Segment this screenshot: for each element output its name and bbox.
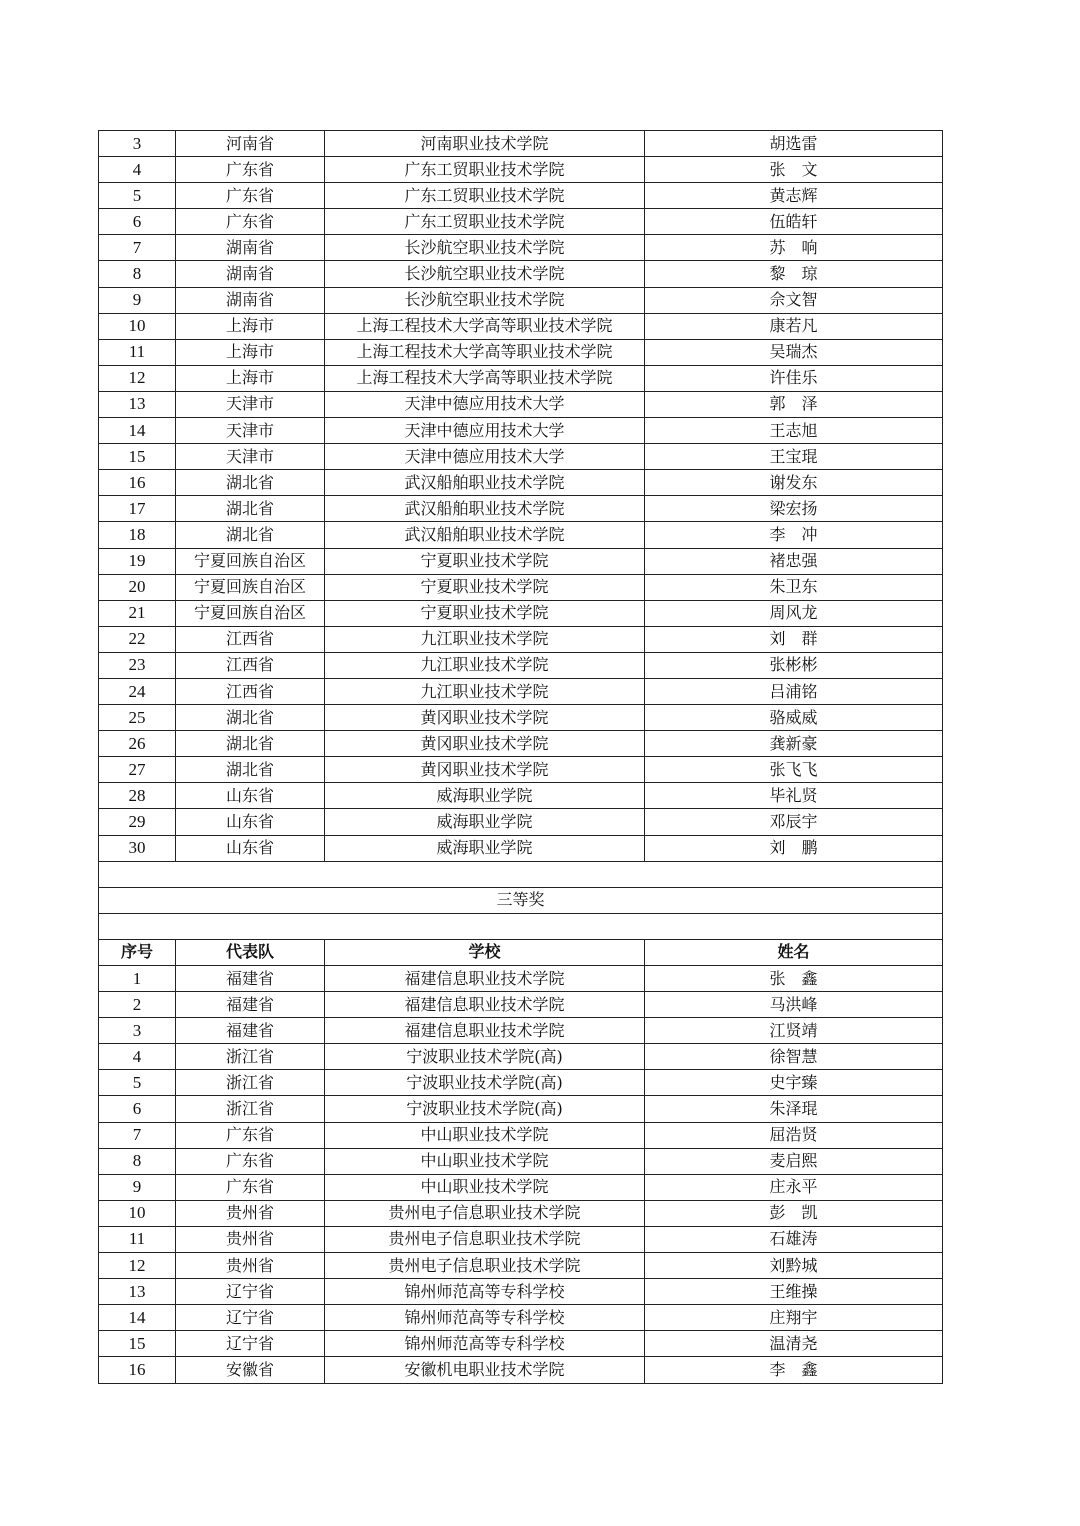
table-row — [99, 1070, 943, 1096]
cell-no: 18 — [99, 522, 176, 548]
cell-team: 江西省 — [176, 652, 325, 678]
cell-name: 庄翔宇 — [645, 1305, 943, 1331]
cell-school: 贵州电子信息职业技术学院 — [325, 1253, 645, 1279]
cell-school: 宁波职业技术学院(高) — [325, 1044, 645, 1070]
cell-team: 湖北省 — [176, 470, 325, 496]
cell-team: 辽宁省 — [176, 1279, 325, 1305]
table-row — [99, 1200, 943, 1226]
cell-team: 福建省 — [176, 1018, 325, 1044]
table-row — [99, 626, 943, 652]
cell-school: 锦州师范高等专科学校 — [325, 1305, 645, 1331]
table-row — [99, 992, 943, 1018]
cell-no: 16 — [99, 1357, 176, 1383]
table-row — [99, 678, 943, 704]
cell-name: 王维操 — [645, 1279, 943, 1305]
table-row — [99, 600, 943, 626]
cell-team: 广东省 — [176, 1122, 325, 1148]
cell-no: 3 — [99, 131, 176, 157]
cell-no: 9 — [99, 1174, 176, 1200]
cell-no: 3 — [99, 1018, 176, 1044]
cell-name: 康若凡 — [645, 313, 943, 339]
cell-no: 11 — [99, 339, 176, 365]
cell-name: 伍皓轩 — [645, 209, 943, 235]
cell-team: 山东省 — [176, 809, 325, 835]
cell-school: 天津中德应用技术大学 — [325, 391, 645, 417]
cell-no: 6 — [99, 209, 176, 235]
cell-name: 李 冲 — [645, 522, 943, 548]
table-row — [99, 209, 943, 235]
cell-team: 天津市 — [176, 444, 325, 470]
cell-no: 11 — [99, 1226, 176, 1252]
cell-no: 5 — [99, 183, 176, 209]
cell-name: 褚忠强 — [645, 548, 943, 574]
cell-name: 刘 鹏 — [645, 835, 943, 861]
cell-school: 上海工程技术大学高等职业技术学院 — [325, 365, 645, 391]
table-row — [99, 783, 943, 809]
cell-no: 4 — [99, 1044, 176, 1070]
cell-team: 宁夏回族自治区 — [176, 548, 325, 574]
cell-team: 上海市 — [176, 339, 325, 365]
table-row — [99, 183, 943, 209]
table-row — [99, 1122, 943, 1148]
table-row — [99, 966, 943, 992]
table-row — [99, 496, 943, 522]
table-row — [99, 522, 943, 548]
table-row — [99, 313, 943, 339]
cell-team: 湖南省 — [176, 261, 325, 287]
cell-name: 吴瑞杰 — [645, 339, 943, 365]
table-row — [99, 1305, 943, 1331]
cell-school: 威海职业学院 — [325, 835, 645, 861]
cell-name: 石雄涛 — [645, 1226, 943, 1252]
table-row — [99, 235, 943, 261]
cell-name: 麦启熙 — [645, 1148, 943, 1174]
table-row — [99, 391, 943, 417]
cell-no: 6 — [99, 1096, 176, 1122]
header-school: 学校 — [325, 939, 645, 965]
cell-team: 上海市 — [176, 365, 325, 391]
cell-name: 吕浦铭 — [645, 678, 943, 704]
cell-no: 4 — [99, 157, 176, 183]
cell-no: 1 — [99, 966, 176, 992]
cell-team: 湖北省 — [176, 731, 325, 757]
header-no: 序号 — [99, 939, 176, 965]
cell-team: 湖南省 — [176, 235, 325, 261]
table-row — [99, 1279, 943, 1305]
cell-no: 26 — [99, 731, 176, 757]
cell-name: 江贤靖 — [645, 1018, 943, 1044]
cell-name: 毕礼贤 — [645, 783, 943, 809]
table-row — [99, 548, 943, 574]
table-row — [99, 339, 943, 365]
cell-school: 黄冈职业技术学院 — [325, 705, 645, 731]
cell-school: 威海职业学院 — [325, 809, 645, 835]
table-row — [99, 1226, 943, 1252]
second-prize-section — [99, 131, 943, 862]
table-row — [99, 1044, 943, 1070]
section-divider — [99, 861, 943, 965]
cell-name: 彭 凯 — [645, 1200, 943, 1226]
cell-team: 天津市 — [176, 391, 325, 417]
cell-name: 张彬彬 — [645, 652, 943, 678]
column-header-row — [99, 939, 943, 965]
cell-no: 28 — [99, 783, 176, 809]
blank-row — [99, 861, 943, 887]
cell-no: 2 — [99, 992, 176, 1018]
cell-school: 中山职业技术学院 — [325, 1174, 645, 1200]
cell-name: 张 文 — [645, 157, 943, 183]
cell-no: 24 — [99, 678, 176, 704]
cell-school: 福建信息职业技术学院 — [325, 992, 645, 1018]
cell-name: 刘黔城 — [645, 1253, 943, 1279]
third-prize-title: 三等奖 — [99, 887, 943, 913]
cell-name: 邓辰宇 — [645, 809, 943, 835]
table-row — [99, 287, 943, 313]
cell-no: 12 — [99, 1253, 176, 1279]
cell-no: 27 — [99, 757, 176, 783]
cell-no: 10 — [99, 1200, 176, 1226]
cell-team: 浙江省 — [176, 1044, 325, 1070]
cell-school: 长沙航空职业技术学院 — [325, 235, 645, 261]
table-row — [99, 574, 943, 600]
cell-no: 14 — [99, 1305, 176, 1331]
cell-team: 浙江省 — [176, 1070, 325, 1096]
cell-name: 朱泽琨 — [645, 1096, 943, 1122]
cell-no: 13 — [99, 1279, 176, 1305]
cell-school: 威海职业学院 — [325, 783, 645, 809]
award-table — [98, 130, 943, 1384]
cell-no: 29 — [99, 809, 176, 835]
cell-name: 谢发东 — [645, 470, 943, 496]
cell-no: 16 — [99, 470, 176, 496]
table-row — [99, 1096, 943, 1122]
cell-team: 浙江省 — [176, 1096, 325, 1122]
table-row — [99, 1148, 943, 1174]
cell-team: 辽宁省 — [176, 1331, 325, 1357]
cell-name: 马洪峰 — [645, 992, 943, 1018]
cell-team: 福建省 — [176, 992, 325, 1018]
cell-team: 贵州省 — [176, 1226, 325, 1252]
cell-team: 江西省 — [176, 626, 325, 652]
cell-name: 黎 琼 — [645, 261, 943, 287]
table-row — [99, 757, 943, 783]
cell-no: 30 — [99, 835, 176, 861]
table-row — [99, 131, 943, 157]
cell-name: 周风龙 — [645, 600, 943, 626]
cell-name: 史宇臻 — [645, 1070, 943, 1096]
cell-team: 宁夏回族自治区 — [176, 600, 325, 626]
cell-team: 安徽省 — [176, 1357, 325, 1383]
cell-no: 20 — [99, 574, 176, 600]
cell-name: 龚新豪 — [645, 731, 943, 757]
cell-school: 武汉船舶职业技术学院 — [325, 496, 645, 522]
cell-school: 九江职业技术学院 — [325, 678, 645, 704]
cell-school: 宁夏职业技术学院 — [325, 600, 645, 626]
cell-school: 天津中德应用技术大学 — [325, 418, 645, 444]
table-row — [99, 418, 943, 444]
cell-name: 王志旭 — [645, 418, 943, 444]
cell-no: 19 — [99, 548, 176, 574]
cell-school: 九江职业技术学院 — [325, 626, 645, 652]
table-row — [99, 652, 943, 678]
cell-team: 贵州省 — [176, 1200, 325, 1226]
cell-no: 13 — [99, 391, 176, 417]
cell-team: 湖北省 — [176, 705, 325, 731]
cell-school: 福建信息职业技术学院 — [325, 1018, 645, 1044]
cell-name: 朱卫东 — [645, 574, 943, 600]
cell-team: 湖北省 — [176, 496, 325, 522]
cell-team: 江西省 — [176, 678, 325, 704]
table-row — [99, 470, 943, 496]
cell-no: 15 — [99, 1331, 176, 1357]
header-team: 代表队 — [176, 939, 325, 965]
cell-name: 温清尧 — [645, 1331, 943, 1357]
cell-name: 骆威威 — [645, 705, 943, 731]
cell-team: 河南省 — [176, 131, 325, 157]
cell-school: 武汉船舶职业技术学院 — [325, 470, 645, 496]
cell-team: 天津市 — [176, 418, 325, 444]
cell-no: 7 — [99, 235, 176, 261]
cell-no: 8 — [99, 261, 176, 287]
cell-team: 山东省 — [176, 835, 325, 861]
table-row — [99, 1331, 943, 1357]
cell-school: 中山职业技术学院 — [325, 1148, 645, 1174]
cell-name: 庄永平 — [645, 1174, 943, 1200]
cell-no: 15 — [99, 444, 176, 470]
cell-school: 黄冈职业技术学院 — [325, 731, 645, 757]
cell-team: 广东省 — [176, 183, 325, 209]
cell-school: 中山职业技术学院 — [325, 1122, 645, 1148]
cell-no: 9 — [99, 287, 176, 313]
cell-team: 辽宁省 — [176, 1305, 325, 1331]
cell-team: 广东省 — [176, 157, 325, 183]
cell-no: 8 — [99, 1148, 176, 1174]
cell-school: 贵州电子信息职业技术学院 — [325, 1200, 645, 1226]
cell-name: 张飞飞 — [645, 757, 943, 783]
table-row — [99, 809, 943, 835]
cell-name: 胡选雷 — [645, 131, 943, 157]
section-title-row — [99, 887, 943, 913]
table-row — [99, 1253, 943, 1279]
cell-no: 23 — [99, 652, 176, 678]
cell-no: 7 — [99, 1122, 176, 1148]
table-row — [99, 731, 943, 757]
cell-school: 贵州电子信息职业技术学院 — [325, 1226, 645, 1252]
cell-name: 黄志辉 — [645, 183, 943, 209]
cell-team: 广东省 — [176, 209, 325, 235]
cell-school: 锦州师范高等专科学校 — [325, 1331, 645, 1357]
cell-school: 宁波职业技术学院(高) — [325, 1096, 645, 1122]
cell-school: 长沙航空职业技术学院 — [325, 287, 645, 313]
cell-no: 12 — [99, 365, 176, 391]
cell-no: 17 — [99, 496, 176, 522]
cell-school: 武汉船舶职业技术学院 — [325, 522, 645, 548]
cell-no: 21 — [99, 600, 176, 626]
cell-team: 贵州省 — [176, 1253, 325, 1279]
cell-team: 广东省 — [176, 1174, 325, 1200]
third-prize-section — [99, 966, 943, 1384]
cell-school: 广东工贸职业技术学院 — [325, 209, 645, 235]
table-row — [99, 835, 943, 861]
cell-school: 长沙航空职业技术学院 — [325, 261, 645, 287]
cell-school: 广东工贸职业技术学院 — [325, 183, 645, 209]
cell-name: 王宝琨 — [645, 444, 943, 470]
table-row — [99, 444, 943, 470]
table-row — [99, 1174, 943, 1200]
cell-name: 屈浩贤 — [645, 1122, 943, 1148]
cell-school: 宁夏职业技术学院 — [325, 574, 645, 600]
cell-school: 九江职业技术学院 — [325, 652, 645, 678]
table-row — [99, 261, 943, 287]
cell-school: 上海工程技术大学高等职业技术学院 — [325, 339, 645, 365]
cell-name: 刘 群 — [645, 626, 943, 652]
cell-school: 广东工贸职业技术学院 — [325, 157, 645, 183]
cell-school: 福建信息职业技术学院 — [325, 966, 645, 992]
cell-name: 梁宏扬 — [645, 496, 943, 522]
cell-name: 苏 响 — [645, 235, 943, 261]
cell-team: 湖南省 — [176, 287, 325, 313]
cell-name: 徐智慧 — [645, 1044, 943, 1070]
cell-school: 上海工程技术大学高等职业技术学院 — [325, 313, 645, 339]
cell-team: 湖北省 — [176, 757, 325, 783]
cell-school: 河南职业技术学院 — [325, 131, 645, 157]
cell-name: 李 鑫 — [645, 1357, 943, 1383]
cell-name: 张 鑫 — [645, 966, 943, 992]
table-row — [99, 1357, 943, 1383]
table-row — [99, 157, 943, 183]
header-name: 姓名 — [645, 939, 943, 965]
cell-school: 安徽机电职业技术学院 — [325, 1357, 645, 1383]
cell-team: 宁夏回族自治区 — [176, 574, 325, 600]
table-row — [99, 365, 943, 391]
cell-school: 锦州师范高等专科学校 — [325, 1279, 645, 1305]
cell-school: 黄冈职业技术学院 — [325, 757, 645, 783]
cell-name: 郭 泽 — [645, 391, 943, 417]
cell-no: 14 — [99, 418, 176, 444]
cell-no: 10 — [99, 313, 176, 339]
cell-no: 22 — [99, 626, 176, 652]
cell-no: 25 — [99, 705, 176, 731]
cell-team: 广东省 — [176, 1148, 325, 1174]
blank-row — [99, 913, 943, 939]
cell-school: 宁夏职业技术学院 — [325, 548, 645, 574]
cell-school: 天津中德应用技术大学 — [325, 444, 645, 470]
cell-no: 5 — [99, 1070, 176, 1096]
cell-team: 山东省 — [176, 783, 325, 809]
cell-team: 上海市 — [176, 313, 325, 339]
cell-name: 许佳乐 — [645, 365, 943, 391]
table-row — [99, 1018, 943, 1044]
cell-team: 福建省 — [176, 966, 325, 992]
table-row — [99, 705, 943, 731]
cell-name: 佘文智 — [645, 287, 943, 313]
cell-team: 湖北省 — [176, 522, 325, 548]
cell-school: 宁波职业技术学院(高) — [325, 1070, 645, 1096]
